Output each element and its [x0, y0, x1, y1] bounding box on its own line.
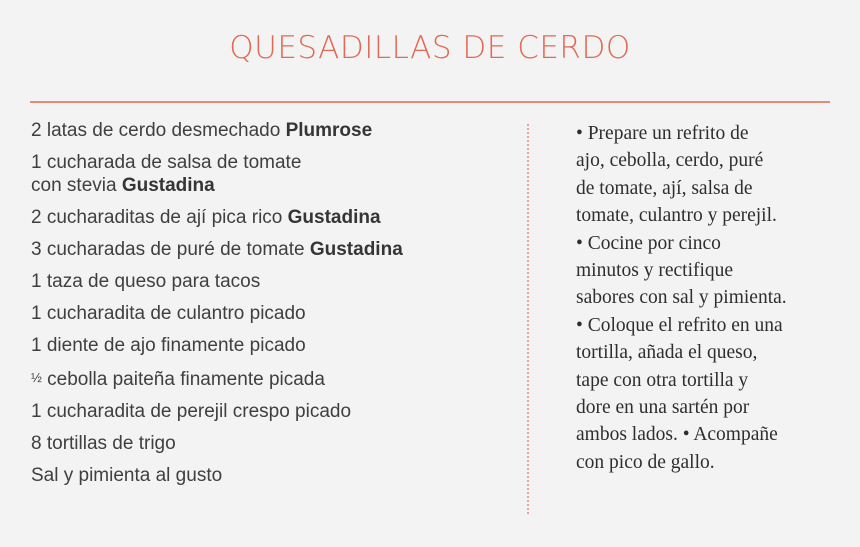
instruction-line: tortilla, añada el queso,	[576, 342, 758, 364]
ingredient-item	[31, 270, 511, 293]
brand-name: Gustadina	[287, 207, 381, 228]
ingredient-item	[31, 302, 511, 325]
ingredient-text-continued: con stevia	[31, 175, 122, 196]
instructions-text	[576, 120, 846, 476]
ingredient-item	[31, 464, 511, 487]
ingredient-text: 1 cucharada de salsa de tomate	[31, 152, 302, 173]
instruction-line: • Cocine por cinco	[576, 232, 721, 254]
ingredient-text: 1 diente de ajo finamente picado	[31, 335, 306, 356]
instruction-line: con pico de gallo.	[576, 451, 715, 473]
instruction-line: dore en una sartén por	[576, 397, 750, 419]
instruction-line: ambos lados. • Acompañe	[576, 424, 778, 446]
ingredient-text: 1 cucharadita de perejil crespo picado	[31, 401, 352, 422]
ingredient-item	[31, 238, 511, 261]
ingredient-text: 1 cucharadita de culantro picado	[31, 303, 306, 324]
ingredient-item	[31, 206, 511, 229]
fraction: ½	[31, 370, 42, 385]
instruction-line: ajo, cebolla, cerdo, puré	[576, 150, 764, 172]
ingredient-item	[31, 432, 511, 455]
ingredient-item	[31, 151, 511, 197]
instruction-line: minutos y rectifique	[576, 260, 734, 282]
instruction-line: tomate, culantro y perejil.	[576, 205, 777, 227]
ingredient-item	[31, 366, 511, 391]
brand-name: Plumrose	[285, 120, 373, 141]
ingredient-text: 8 tortillas de trigo	[31, 433, 176, 454]
recipe-title: QUESADILLAS DE CERDO	[229, 30, 631, 66]
ingredient-text: 2 cucharaditas de ají pica rico	[31, 207, 288, 228]
instruction-line: de tomate, ají, salsa de	[576, 177, 753, 199]
instruction-line: • Coloque el refrito en una	[576, 314, 783, 336]
ingredient-text: 3 cucharadas de puré de tomate	[31, 239, 310, 260]
brand-name: Gustadina	[309, 239, 403, 260]
ingredient-item	[31, 400, 511, 423]
ingredient-text: cebolla paiteña finamente picada	[41, 369, 325, 390]
title-divider	[30, 101, 830, 103]
column-divider	[527, 124, 529, 514]
ingredient-text: Sal y pimienta al gusto	[31, 465, 223, 486]
instruction-line: • Prepare un refrito de	[576, 123, 749, 144]
ingredient-item	[31, 119, 511, 142]
brand-name: Gustadina	[121, 175, 215, 196]
instruction-line: tape con otra tortilla y	[576, 369, 749, 391]
ingredient-text: 2 latas de cerdo desmechado	[31, 120, 286, 141]
ingredient-text: 1 taza de queso para tacos	[31, 271, 261, 292]
instruction-line: sabores con sal y pimienta.	[576, 287, 787, 309]
ingredients-list	[31, 119, 511, 496]
ingredient-item	[31, 334, 511, 357]
